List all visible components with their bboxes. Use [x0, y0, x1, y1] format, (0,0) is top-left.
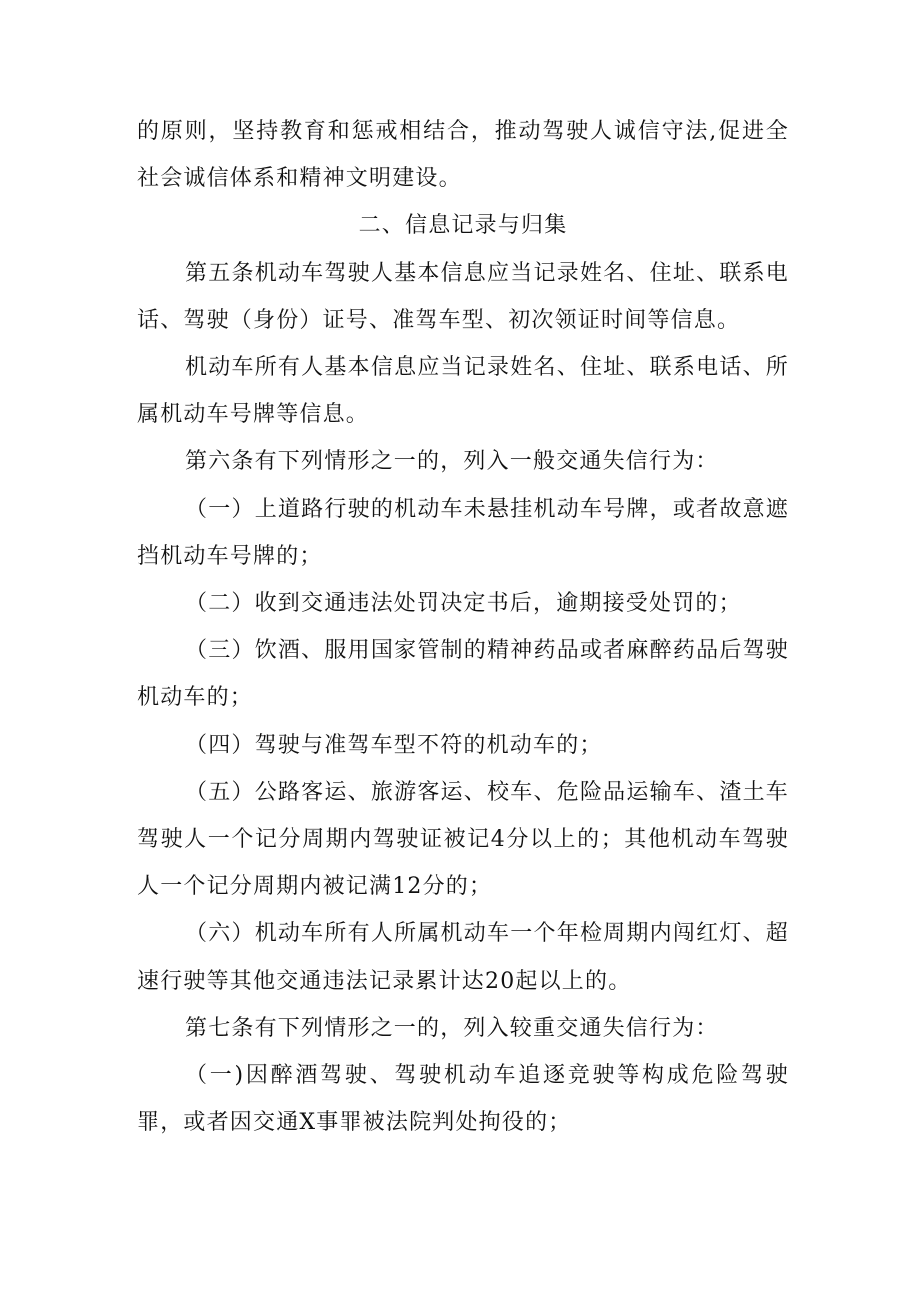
- article-6-item-1: （一）上道路行驶的机动车未悬挂机动车号牌，或者故意遮挡机动车号牌的；: [137, 496, 789, 569]
- article-6-item-4: （四）驾驶与准驾车型不符的机动车的；: [185, 732, 603, 758]
- document-page: [137, 108, 789, 1146]
- article-6-item-5: （五）公路客运、旅游客运、校车、危险品运输车、渣土车驾驶人一个记分周期内驾驶证被记4分以上的；其他机动车驾驶人一个记分周期内被记满12分的；: [137, 779, 789, 900]
- article-6-item-6: （六）机动车所有人所属机动车一个年检周期内闯红灯、超速行驶等其他交通违法记录累计达20起以上的。: [137, 921, 789, 994]
- paragraph-continuation: 的原则，坚持教育和惩戒相结合，推动驾驶人诚信守法,促进全社会诚信体系和精神文明建设。: [137, 119, 789, 192]
- article-7-paragraph: 第七条有下列情形之一的，列入较重交通失信行为：: [185, 1015, 719, 1041]
- article-5-paragraph: 第五条机动车驾驶人基本信息应当记录姓名、住址、联系电话、驾驶（身份）证号、准驾车型、初次领证时间等信息。: [137, 260, 789, 333]
- article-6-paragraph: 第六条有下列情形之一的，列入一般交通失信行为：: [185, 449, 719, 475]
- article-6-item-3: （三）饮酒、服用国家管制的精神药品或者麻醉药品后驾驶机动车的；: [137, 638, 789, 711]
- article-7-item-1: （一)因醉酒驾驶、驾驶机动车追逐竞驶等构成危险驾驶罪，或者因交通X事罪被法院判处拘役的；: [137, 1063, 789, 1136]
- section-heading: 二、信息记录与归集: [358, 213, 568, 239]
- article-6-item-2: （二）收到交通违法处罚决定书后，逾期接受处罚的；: [185, 591, 742, 617]
- owner-info-paragraph: 机动车所有人基本信息应当记录姓名、住址、联系电话、所属机动车号牌等信息。: [137, 355, 789, 428]
